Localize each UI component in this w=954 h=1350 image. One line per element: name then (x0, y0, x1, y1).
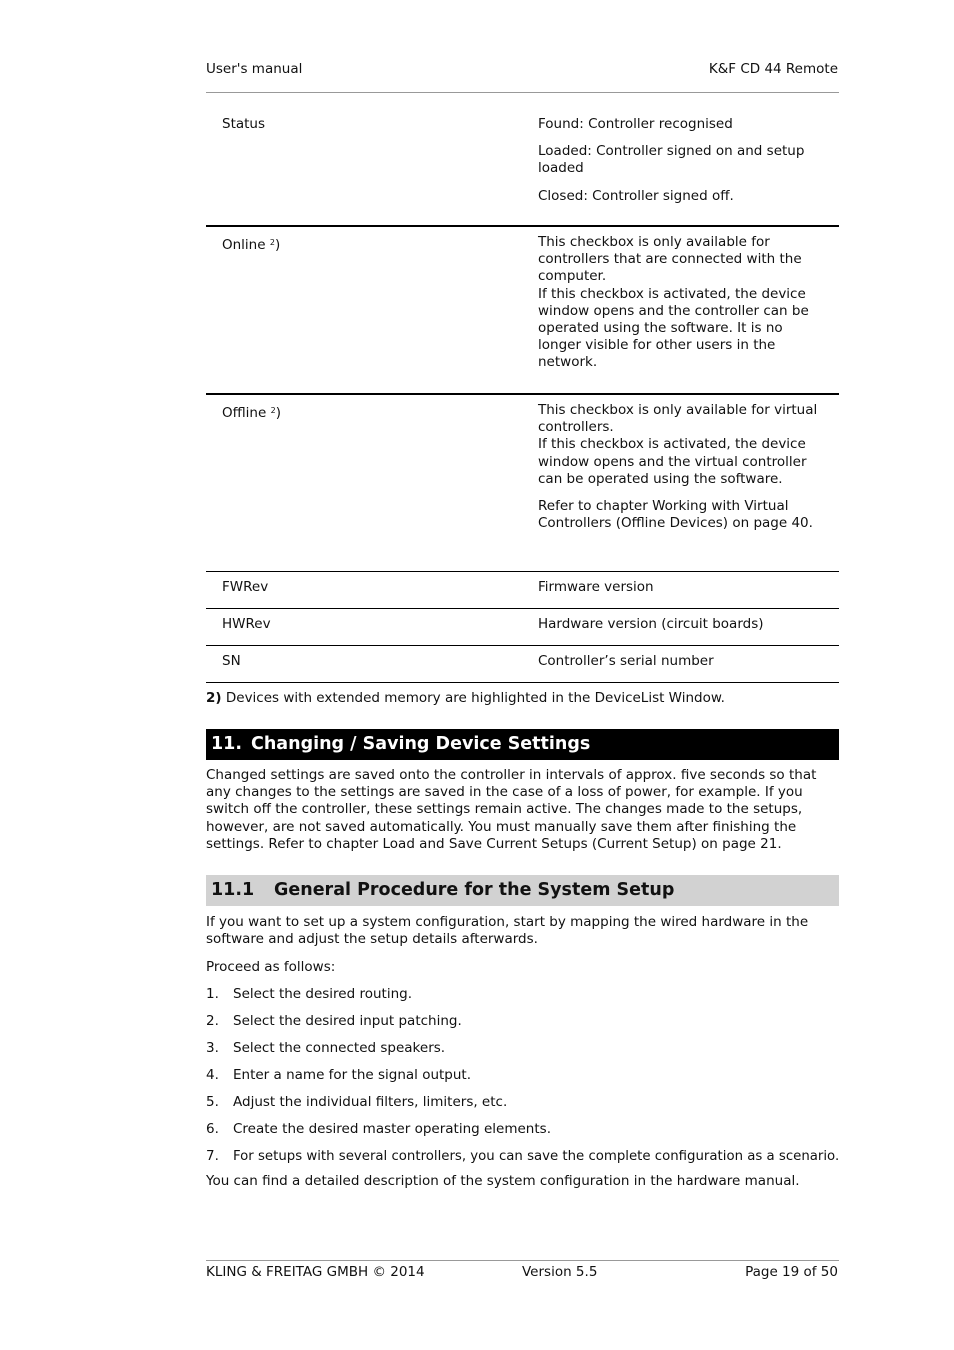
list-item: 6. Create the desired master operating elements. (206, 1121, 551, 1137)
status-desc (538, 116, 828, 205)
offline-desc-ref: Refer to chapter Working with Virtual Controllers (Offline Devices) on page 40. (538, 498, 813, 532)
table-row-divider (206, 645, 839, 646)
steps-list (206, 986, 846, 1175)
header-left: User's manual (206, 61, 303, 77)
header-divider (206, 92, 839, 93)
table-bottom-rule (206, 682, 839, 683)
table-row-divider (206, 393, 839, 395)
section-11-1-outro: You can find a detailed description of the system configuration in the hardware manual. (206, 1173, 800, 1189)
hwrev-desc: Hardware version (circuit boards) (538, 616, 764, 632)
status-label: Status (222, 116, 266, 132)
footer-page-number: Page 19 of 50 (745, 1264, 838, 1280)
list-item: 1. Select the desired routing. (206, 986, 412, 1002)
online-desc: This checkbox is only available for controllers that are connected with the computer. If this checkbox is activated, the device window opens and the controller can be operated using the software. It is no longer visible for other users in the network. (538, 234, 809, 371)
footer-divider (206, 1260, 839, 1261)
sn-label: SN (222, 653, 241, 669)
list-item: 4. Enter a name for the signal output. (206, 1067, 472, 1083)
section-11-body: Changed settings are saved onto the controller in intervals of approx. five seconds so that any changes to the settings are saved in the case of a loss of power, for example. If you switch off the controller, these settings remain active. The changes made to the setups, however, are not saved automatically. You must manually save them after finishing the settings. Refer to chapter Load and Save Current Setups (Current Setup) on page 21. (206, 767, 817, 852)
hwrev-label: HWRev (222, 616, 271, 632)
fwrev-label: FWRev (222, 579, 269, 595)
section-11-1-heading: 11.1 General Procedure for the System Setup (206, 875, 839, 906)
offline-label: Offline $^2$) (222, 405, 281, 421)
footnote: 2) Devices with extended memory are highlighted in the DeviceList Window. (206, 690, 725, 706)
sn-desc: Controller’s serial number (538, 653, 714, 669)
online-label: Online $^2$) (222, 237, 281, 253)
status-line-closed: Closed: Controller signed off. (538, 187, 734, 204)
header-right: K&F CD 44 Remote (708, 61, 838, 77)
offline-desc: This checkbox is only available for virtual controllers. If this checkbox is activated, the device window opens and the virtual controller can be operated using the software. (538, 402, 818, 487)
footer-version: Version 5.5 (522, 1264, 598, 1280)
list-item: 7. For setups with several controllers, you can save the complete configuration as a scenario. (206, 1148, 840, 1164)
fwrev-desc: Firmware version (538, 579, 654, 595)
table-row-divider (206, 571, 839, 572)
section-11-1-proceed: Proceed as follows: (206, 959, 336, 975)
section-11-1-intro: If you want to set up a system configuration, start by mapping the wired hardware in the software and adjust the setup details afterwards. (206, 914, 809, 948)
list-item: 3. Select the connected speakers. (206, 1040, 446, 1056)
table-row-divider (206, 608, 839, 609)
table-row-divider (206, 225, 839, 227)
list-item: 5. Adjust the individual filters, limiters, etc. (206, 1094, 508, 1110)
list-item: 2. Select the desired input patching. (206, 1013, 462, 1029)
status-line-found: Found: Controller recognised (538, 116, 733, 132)
section-11-heading: 11. Changing / Saving Device Settings (206, 729, 839, 760)
footer-company: KLING & FREITAG GMBH © 2014 (206, 1264, 425, 1280)
status-line-loaded: Loaded: Controller signed on and setup loaded (538, 143, 805, 177)
